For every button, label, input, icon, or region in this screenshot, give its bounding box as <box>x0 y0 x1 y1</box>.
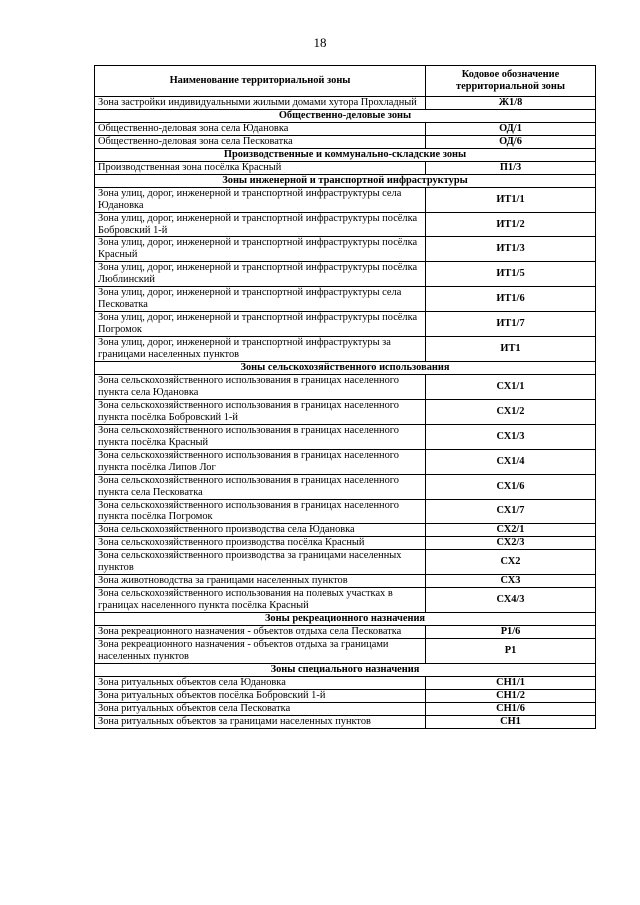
zone-code: ИТ1/6 <box>426 287 596 312</box>
table-row <box>95 337 596 362</box>
section-row <box>95 663 596 676</box>
section-title: Производственные и коммунально-складские зоны <box>95 148 596 161</box>
zone-code: СН1/6 <box>426 702 596 715</box>
table-row <box>95 474 596 499</box>
header-zone-name: Наименование территориальной зоны <box>95 66 426 97</box>
table-row <box>95 161 596 174</box>
table-row <box>95 499 596 524</box>
zone-name: Зона сельскохозяйственного использования в границах населенного пункта села Песковатка <box>95 474 426 499</box>
table-row <box>95 424 596 449</box>
zone-code: СХ4/3 <box>426 588 596 613</box>
section-row <box>95 109 596 122</box>
table-row <box>95 262 596 287</box>
zone-code: ИТ1/3 <box>426 237 596 262</box>
zone-code: П1/3 <box>426 161 596 174</box>
section-row <box>95 148 596 161</box>
table-row <box>95 97 596 110</box>
table-row <box>95 575 596 588</box>
zone-code: ИТ1/7 <box>426 312 596 337</box>
zone-code: ИТ1/5 <box>426 262 596 287</box>
zone-code: СХ3 <box>426 575 596 588</box>
zone-name: Зона сельскохозяйственного производства за границами населенных пунктов <box>95 550 426 575</box>
zone-code: СХ2/3 <box>426 537 596 550</box>
section-title: Зоны рекреационного назначения <box>95 613 596 626</box>
zone-code: СХ1/2 <box>426 399 596 424</box>
table-row <box>95 689 596 702</box>
table-row <box>95 399 596 424</box>
table-row <box>95 715 596 728</box>
zone-code: ИТ1 <box>426 337 596 362</box>
zone-code: СН1/1 <box>426 676 596 689</box>
zone-code: ИТ1/1 <box>426 187 596 212</box>
table-row <box>95 702 596 715</box>
zone-name: Зона ритуальных объектов села Песковатка <box>95 702 426 715</box>
zone-name: Зона улиц, дорог, инженерной и транспортной инфраструктуры посёлка Бобровский 1-й <box>95 212 426 237</box>
table-row <box>95 638 596 663</box>
table-row <box>95 588 596 613</box>
header-zone-code: Кодовое обозначение территориальной зоны <box>426 66 596 97</box>
zone-name: Зона сельскохозяйственного использования в границах населенного пункта посёлка Красный <box>95 424 426 449</box>
zone-code: ОД/1 <box>426 122 596 135</box>
section-title: Зоны специального назначения <box>95 663 596 676</box>
zone-code: СХ1/1 <box>426 374 596 399</box>
table-row <box>95 550 596 575</box>
zone-name: Зона ритуальных объектов села Юдановка <box>95 676 426 689</box>
section-row <box>95 362 596 375</box>
zone-name: Зона животноводства за границами населенных пунктов <box>95 575 426 588</box>
zone-code: СХ1/6 <box>426 474 596 499</box>
zone-code: Р1/6 <box>426 626 596 639</box>
zone-name: Общественно-деловая зона села Юдановка <box>95 122 426 135</box>
table-row <box>95 449 596 474</box>
zone-code: СХ1/4 <box>426 449 596 474</box>
zone-name: Зона рекреационного назначения - объектов отдыха за границами населенных пунктов <box>95 638 426 663</box>
zone-code: Ж1/8 <box>426 97 596 110</box>
zone-code: ОД/6 <box>426 135 596 148</box>
section-row <box>95 613 596 626</box>
zone-name: Общественно-деловая зона села Песковатка <box>95 135 426 148</box>
zone-name: Зона улиц, дорог, инженерной и транспортной инфраструктуры села Песковатка <box>95 287 426 312</box>
section-title: Общественно-деловые зоны <box>95 109 596 122</box>
zone-code: ИТ1/2 <box>426 212 596 237</box>
table-row <box>95 676 596 689</box>
table-row <box>95 122 596 135</box>
zone-name: Зона сельскохозяйственного использования на полевых участках в границах населенного пункта посёлка Красный <box>95 588 426 613</box>
zone-name: Зона улиц, дорог, инженерной и транспортной инфраструктуры посёлка Люблинский <box>95 262 426 287</box>
zone-name: Производственная зона посёлка Красный <box>95 161 426 174</box>
zone-name: Зона улиц, дорог, инженерной и транспортной инфраструктуры за границами населенных пунктов <box>95 337 426 362</box>
section-title: Зоны сельскохозяйственного использования <box>95 362 596 375</box>
table-body <box>95 97 596 729</box>
table-row <box>95 524 596 537</box>
table-row <box>95 626 596 639</box>
zone-code: СН1/2 <box>426 689 596 702</box>
page-number: 18 <box>313 35 327 50</box>
zone-name: Зона рекреационного назначения - объектов отдыха села Песковатка <box>95 626 426 639</box>
table-row <box>95 212 596 237</box>
zone-name: Зона сельскохозяйственного использования в границах населенного пункта посёлка Липов Лог <box>95 449 426 474</box>
section-row <box>95 174 596 187</box>
table-row <box>95 374 596 399</box>
table-row <box>95 312 596 337</box>
zone-name: Зона улиц, дорог, инженерной и транспортной инфраструктуры посёлка Погромок <box>95 312 426 337</box>
section-title: Зоны инженерной и транспортной инфраструктуры <box>95 174 596 187</box>
table-row <box>95 237 596 262</box>
zone-name: Зона ритуальных объектов за границами населенных пунктов <box>95 715 426 728</box>
zone-code: СН1 <box>426 715 596 728</box>
zone-name: Зона сельскохозяйственного использования в границах населенного пункта села Юдановка <box>95 374 426 399</box>
zone-code: Р1 <box>426 638 596 663</box>
zone-code: СХ2 <box>426 550 596 575</box>
territorial-zones-table <box>94 65 596 729</box>
zone-name: Зона сельскохозяйственного использования в границах населенного пункта посёлка Бобровский 1-й <box>95 399 426 424</box>
zone-name: Зона ритуальных объектов посёлка Бобровский 1-й <box>95 689 426 702</box>
zone-code: СХ2/1 <box>426 524 596 537</box>
zone-name: Зона сельскохозяйственного производства села Юдановка <box>95 524 426 537</box>
table-header <box>95 66 596 97</box>
zone-code: СХ1/7 <box>426 499 596 524</box>
zone-name: Зона застройки индивидуальными жилыми домами хутора Прохладный <box>95 97 426 110</box>
table-row <box>95 135 596 148</box>
zone-code: СХ1/3 <box>426 424 596 449</box>
table-row <box>95 187 596 212</box>
zone-name: Зона сельскохозяйственного производства посёлка Красный <box>95 537 426 550</box>
table-row <box>95 287 596 312</box>
zone-name: Зона улиц, дорог, инженерной и транспортной инфраструктуры села Юдановка <box>95 187 426 212</box>
zone-name: Зона улиц, дорог, инженерной и транспортной инфраструктуры посёлка Красный <box>95 237 426 262</box>
zone-name: Зона сельскохозяйственного использования в границах населенного пункта посёлка Погромок <box>95 499 426 524</box>
table-row <box>95 537 596 550</box>
